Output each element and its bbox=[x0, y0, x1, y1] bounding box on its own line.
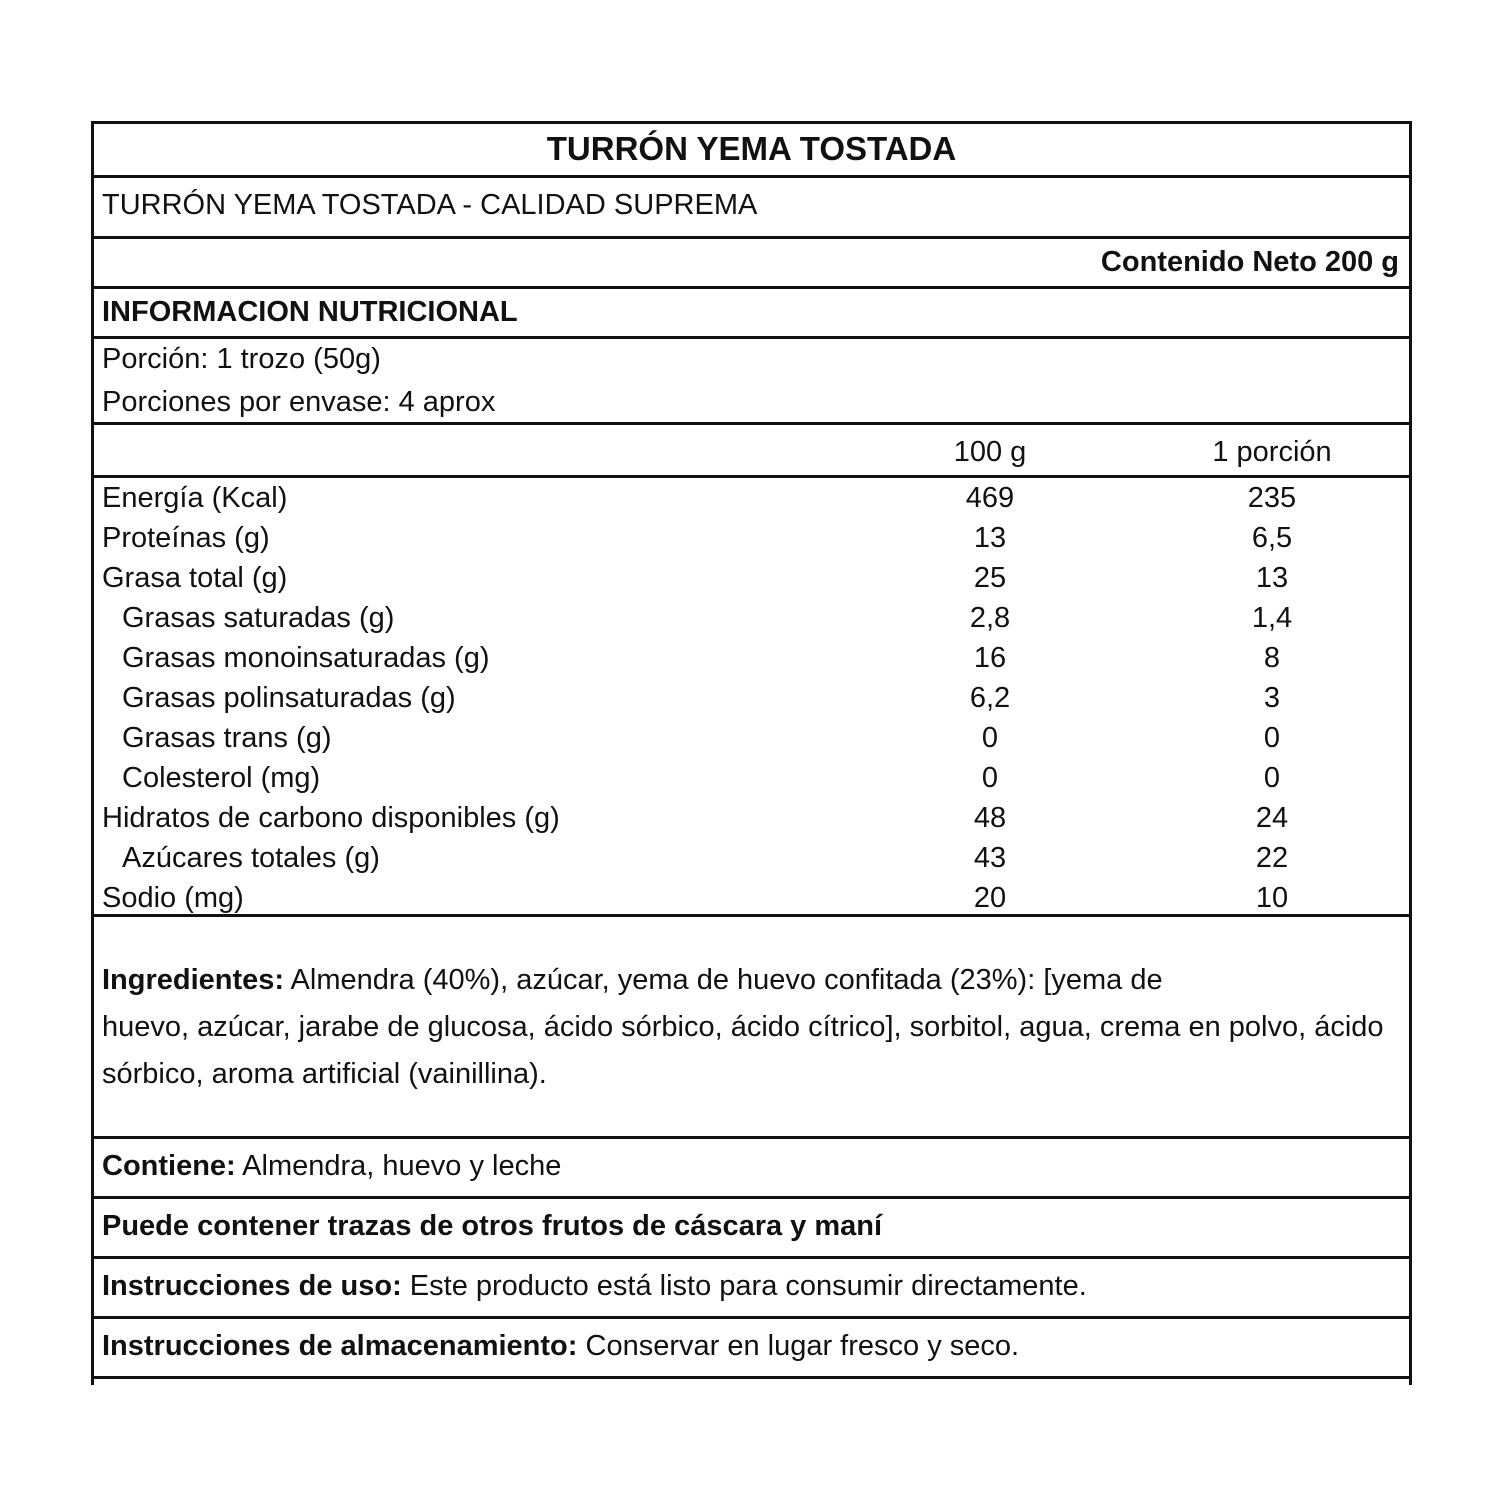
nutrient-value-portion: 235 bbox=[1247, 482, 1297, 514]
nutrient-row bbox=[94, 761, 1409, 801]
nutrient-name: Grasas monoinsaturadas (g) bbox=[122, 642, 490, 674]
divider bbox=[94, 336, 1409, 339]
contains-label: Contiene: bbox=[102, 1150, 236, 1182]
nutrient-row bbox=[94, 801, 1409, 841]
storage-instructions bbox=[102, 1329, 1019, 1363]
nutrient-name: Grasas saturadas (g) bbox=[122, 602, 395, 634]
nutrient-name: Grasa total (g) bbox=[102, 562, 288, 594]
nutrition-heading: INFORMACION NUTRICIONAL bbox=[102, 296, 518, 328]
divider bbox=[94, 1136, 1409, 1139]
column-header-100g: 100 g bbox=[953, 436, 1027, 468]
storage-text: Conservar en lugar fresco y seco. bbox=[577, 1330, 1020, 1362]
nutrient-value-portion: 8 bbox=[1263, 642, 1281, 674]
nutrient-value-100g: 469 bbox=[965, 482, 1015, 514]
nutrient-value-portion: 10 bbox=[1255, 882, 1289, 914]
nutrient-value-100g: 48 bbox=[973, 802, 1007, 834]
nutrient-row bbox=[94, 641, 1409, 681]
ingredients-text bbox=[102, 957, 1402, 1098]
nutrient-row bbox=[94, 681, 1409, 721]
divider bbox=[94, 914, 1409, 917]
nutrient-row bbox=[94, 841, 1409, 881]
divider bbox=[94, 286, 1409, 289]
portions-per-pack: Porciones por envase: 4 aprox bbox=[102, 386, 496, 418]
ingredients-line-1: Almendra (40%), azúcar, yema de huevo confitada (23%): [yema de bbox=[284, 964, 1163, 996]
net-content: Contenido Neto 200 g bbox=[1100, 246, 1399, 278]
divider bbox=[94, 236, 1409, 239]
nutrient-value-100g: 6,2 bbox=[969, 682, 1011, 714]
ingredients-line-2: huevo, azúcar, jarabe de glucosa, ácido sórbico, ácido cítrico], sorbitol, agua, crema en polvo, ácido bbox=[102, 1011, 1384, 1043]
ingredients-line bbox=[102, 957, 1402, 1004]
nutrient-row bbox=[94, 601, 1409, 641]
product-subtitle: TURRÓN YEMA TOSTADA - CALIDAD SUPREMA bbox=[102, 189, 758, 221]
nutrient-value-portion: 0 bbox=[1263, 722, 1281, 754]
nutrient-row bbox=[94, 481, 1409, 521]
divider bbox=[94, 175, 1409, 178]
product-title: TURRÓN YEMA TOSTADA bbox=[546, 130, 957, 167]
storage-label: Instrucciones de almacenamiento: bbox=[102, 1330, 578, 1362]
nutrient-name: Proteínas (g) bbox=[102, 522, 270, 554]
portion-size: Porción: 1 trozo (50g) bbox=[102, 343, 381, 375]
nutrient-value-100g: 13 bbox=[973, 522, 1007, 554]
nutrient-value-portion: 6,5 bbox=[1251, 522, 1293, 554]
nutrient-value-100g: 25 bbox=[973, 562, 1007, 594]
nutrient-name: Grasas trans (g) bbox=[122, 722, 332, 754]
allergens-contains bbox=[102, 1149, 561, 1183]
nutrient-value-100g: 20 bbox=[973, 882, 1007, 914]
nutrient-name: Colesterol (mg) bbox=[122, 762, 321, 794]
nutrition-label bbox=[91, 121, 1412, 1385]
nutrient-value-portion: 1,4 bbox=[1251, 602, 1293, 634]
nutrient-name: Energía (Kcal) bbox=[102, 482, 288, 514]
nutrient-value-portion: 3 bbox=[1263, 682, 1281, 714]
nutrient-value-100g: 0 bbox=[981, 722, 999, 754]
ingredients-line-3: sórbico, aroma artificial (vainillina). bbox=[102, 1058, 547, 1090]
nutrient-name: Sodio (mg) bbox=[102, 882, 244, 914]
nutrient-name: Hidratos de carbono disponibles (g) bbox=[102, 802, 560, 834]
divider bbox=[94, 1256, 1409, 1259]
nutrient-value-portion: 0 bbox=[1263, 762, 1281, 794]
nutrient-row bbox=[94, 561, 1409, 601]
usage-text: Este producto está listo para consumir directamente. bbox=[401, 1270, 1087, 1302]
divider bbox=[94, 1316, 1409, 1319]
nutrient-row bbox=[94, 521, 1409, 561]
nutrient-value-portion: 13 bbox=[1255, 562, 1289, 594]
column-header-portion: 1 porción bbox=[1212, 436, 1332, 468]
nutrient-row bbox=[94, 721, 1409, 761]
usage-label: Instrucciones de uso: bbox=[102, 1270, 402, 1302]
ingredients-label: Ingredientes: bbox=[102, 964, 285, 996]
nutrient-name: Grasas polinsaturadas (g) bbox=[122, 682, 456, 714]
nutrient-value-100g: 2,8 bbox=[969, 602, 1011, 634]
traces-warning: Puede contener trazas de otros frutos de cáscara y maní bbox=[102, 1210, 883, 1242]
divider bbox=[94, 1376, 1409, 1379]
divider bbox=[94, 475, 1409, 478]
nutrient-value-portion: 24 bbox=[1255, 802, 1289, 834]
contains-text: Almendra, huevo y leche bbox=[235, 1150, 562, 1182]
divider bbox=[94, 422, 1409, 425]
nutrient-value-portion: 22 bbox=[1255, 842, 1289, 874]
nutrient-value-100g: 0 bbox=[981, 762, 999, 794]
divider bbox=[94, 1196, 1409, 1199]
nutrient-value-100g: 16 bbox=[973, 642, 1007, 674]
usage-instructions bbox=[102, 1269, 1087, 1303]
nutrient-value-100g: 43 bbox=[973, 842, 1007, 874]
nutrient-name: Azúcares totales (g) bbox=[122, 842, 380, 874]
